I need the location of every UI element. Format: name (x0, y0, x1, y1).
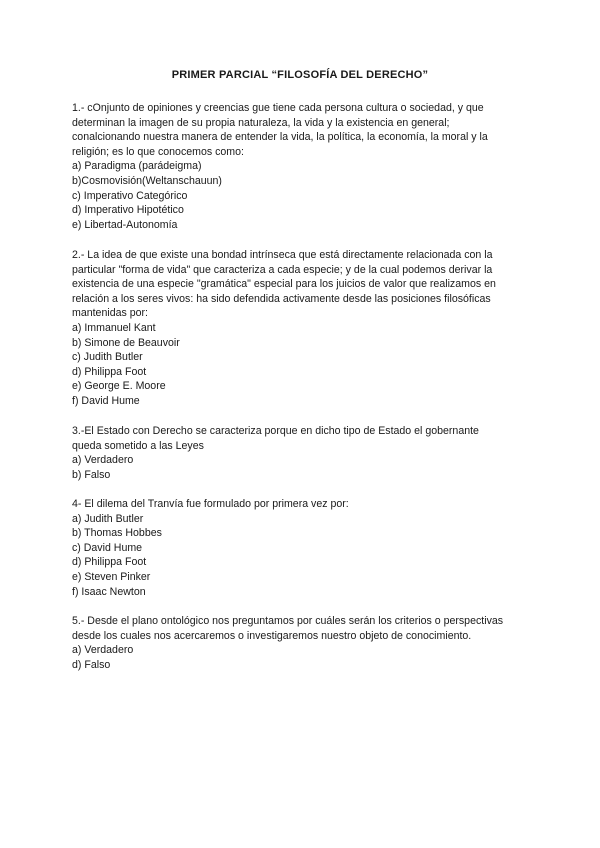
question-3-option-a: a) Verdadero (72, 454, 134, 467)
question-2-line-4: relación a los seres vivos: ha sido defendida activamente desde las posiciones filosóficas (72, 292, 491, 305)
question-3-line-2: queda sometido a las Leyes (72, 439, 204, 452)
question-3-option-b: b) Falso (72, 468, 111, 481)
question-4 (72, 497, 528, 599)
page-title: PRIMER PARCIAL “FILOSOFÍA DEL DERECHO” (171, 69, 429, 81)
question-1-option-d: d) Imperativo Hipotético (72, 204, 184, 217)
question-2-option-f: f) David Hume (72, 394, 140, 407)
question-1-line-2: determinan la imagen de su propia naturaleza, la vida y la existencia en general; (72, 116, 450, 129)
question-1 (72, 101, 528, 232)
question-4-option-b: b) Thomas Hobbes (72, 527, 162, 540)
question-2-option-c: c) Judith Butler (72, 351, 143, 364)
question-1-line-4: religión; es lo que conocemos como: (72, 145, 244, 158)
question-5-option-d: d) Falso (72, 658, 111, 671)
question-1-line-3: conalcionando nuestra manera de entender la vida, la política, la economía, la moral y la (72, 131, 488, 144)
question-3-line-1: 3.-El Estado con Derecho se caracteriza porque en dicho tipo de Estado el gobernante (72, 425, 479, 437)
question-1-option-a: a) Paradigma (parádeigma) (72, 160, 202, 173)
question-3 (72, 424, 528, 482)
question-5 (72, 614, 528, 672)
question-1-option-b: b)Cosmovisión(Weltanschauun) (72, 174, 222, 187)
question-2-line-5: mantenidas por: (72, 307, 148, 320)
question-2-option-d: d) Philippa Foot (72, 365, 147, 378)
question-5-option-a: a) Verdadero (72, 644, 134, 657)
question-2-option-a: a) Immanuel Kant (72, 321, 156, 334)
question-5-line-1: 5.- Desde el plano ontológico nos preguntamos por cuáles serán los criterios o perspectivas (72, 615, 504, 627)
question-4-line-1: 4- El dilema del Tranvía fue formulado por primera vez por: (72, 498, 349, 510)
question-4-option-c: c) David Hume (72, 541, 143, 554)
question-1-option-c: c) Imperativo Categórico (72, 189, 188, 202)
question-2-option-e: e) George E. Moore (72, 380, 166, 393)
question-2-line-1: 2.- La idea de que existe una bondad intrínseca que está directamente relacionada con la (72, 249, 493, 261)
question-2-option-b: b) Simone de Beauvoir (72, 336, 180, 349)
question-1-line-1: 1.- cOnjunto de opiniones y creencias gue tiene cada persona cultura o sociedad, y que (72, 102, 484, 114)
question-1-option-e: e) Libertad-Autonomía (72, 218, 178, 231)
question-4-option-e: e) Steven Pinker (72, 570, 151, 583)
question-4-option-f: f) Isaac Newton (72, 585, 146, 598)
question-2 (72, 248, 528, 409)
question-2-line-3: existencia de una especie "gramática" especial para los juicios de valor que realizamos en (72, 278, 496, 291)
question-2-line-2: particular "forma de vida" que caracteriza a cada especie; y de la cual podemos derivar la (72, 263, 493, 276)
question-5-line-2: desde los cuales nos acercaremos o investigaremos nuestro objeto de conocimiento. (72, 629, 472, 642)
question-4-option-a: a) Judith Butler (72, 512, 144, 525)
question-4-option-d: d) Philippa Foot (72, 556, 147, 569)
